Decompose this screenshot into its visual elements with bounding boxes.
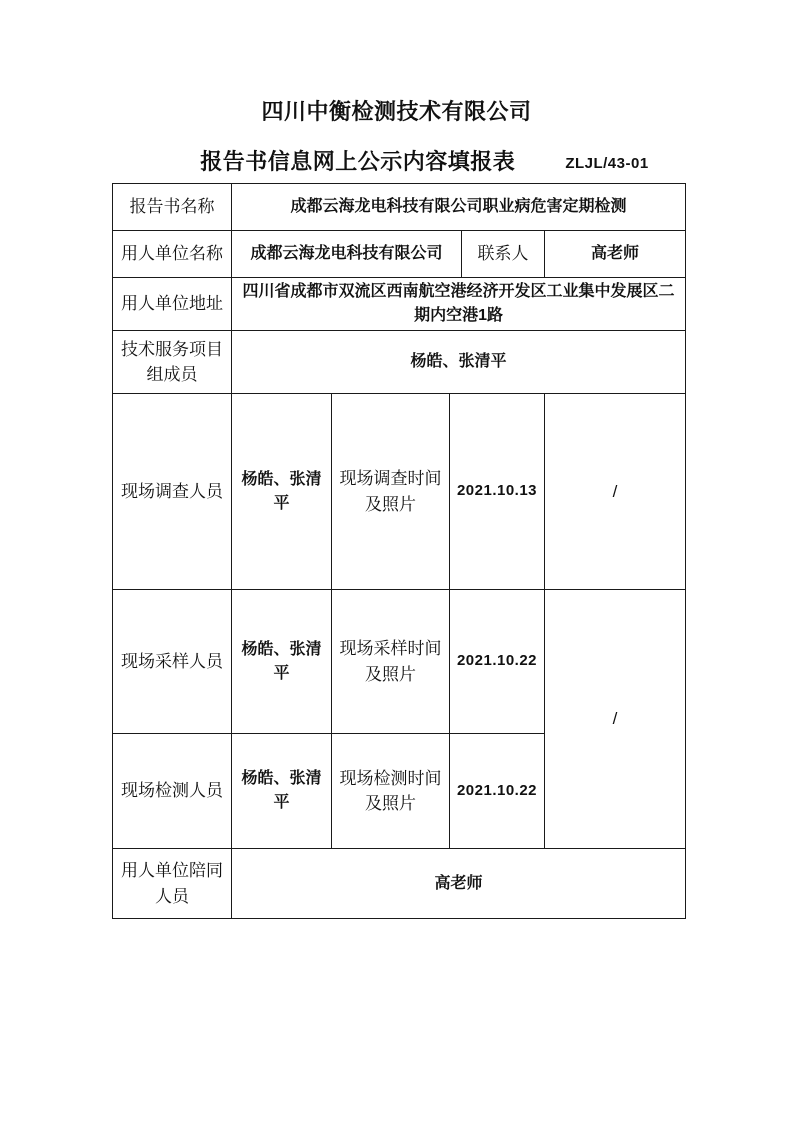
employer-address-value: 四川省成都市双流区西南航空港经济开发区工业集中发展区二期内空港1路 [232, 278, 686, 331]
contact-value: 高老师 [545, 231, 686, 278]
site-sampling-label: 现场采样人员 [113, 590, 232, 734]
site-testing-personnel: 杨皓、张清平 [232, 734, 332, 849]
site-sampling-personnel: 杨皓、张清平 [232, 590, 332, 734]
row-report-name [113, 184, 686, 231]
site-survey-time-label: 现场调查时间及照片 [332, 394, 450, 590]
row-project-team [113, 331, 686, 394]
project-team-label: 技术服务项目组成员 [113, 331, 232, 394]
employer-name-value: 成都云海龙电科技有限公司 [232, 231, 462, 278]
company-title: 四川中衡检测技术有限公司 [261, 99, 532, 124]
site-testing-date: 2021.10.22 [450, 734, 545, 849]
form-table [112, 183, 686, 919]
site-survey-photo-placeholder: / [545, 394, 686, 590]
site-sampling-time-label: 现场采样时间及照片 [332, 590, 450, 734]
employer-name-label: 用人单位名称 [113, 231, 232, 278]
form-title: 报告书信息网上公示内容填报表 [200, 149, 516, 174]
site-sampling-date: 2021.10.22 [450, 590, 545, 734]
employer-escort-label: 用人单位陪同人员 [113, 849, 232, 919]
employer-escort-value: 高老师 [232, 849, 686, 919]
doc-code: ZLJL/43-01 [565, 155, 649, 172]
site-survey-date: 2021.10.13 [450, 394, 545, 590]
row-employer-name [113, 231, 686, 278]
report-name-value: 成都云海龙电科技有限公司职业病危害定期检测 [232, 184, 686, 231]
row-employer-escort [113, 849, 686, 919]
project-team-value: 杨皓、张清平 [232, 331, 686, 394]
employer-address-label: 用人单位地址 [113, 278, 232, 331]
row-site-survey [113, 394, 686, 590]
form-title-line [0, 147, 793, 176]
site-testing-time-label: 现场检测时间及照片 [332, 734, 450, 849]
row-site-sampling [113, 590, 686, 734]
site-survey-label: 现场调查人员 [113, 394, 232, 590]
site-sampling-testing-photo-placeholder: / [545, 590, 686, 849]
site-testing-label: 现场检测人员 [113, 734, 232, 849]
row-employer-address [113, 278, 686, 331]
site-survey-personnel: 杨皓、张清平 [232, 394, 332, 590]
contact-label: 联系人 [462, 231, 545, 278]
report-name-label: 报告书名称 [113, 184, 232, 231]
